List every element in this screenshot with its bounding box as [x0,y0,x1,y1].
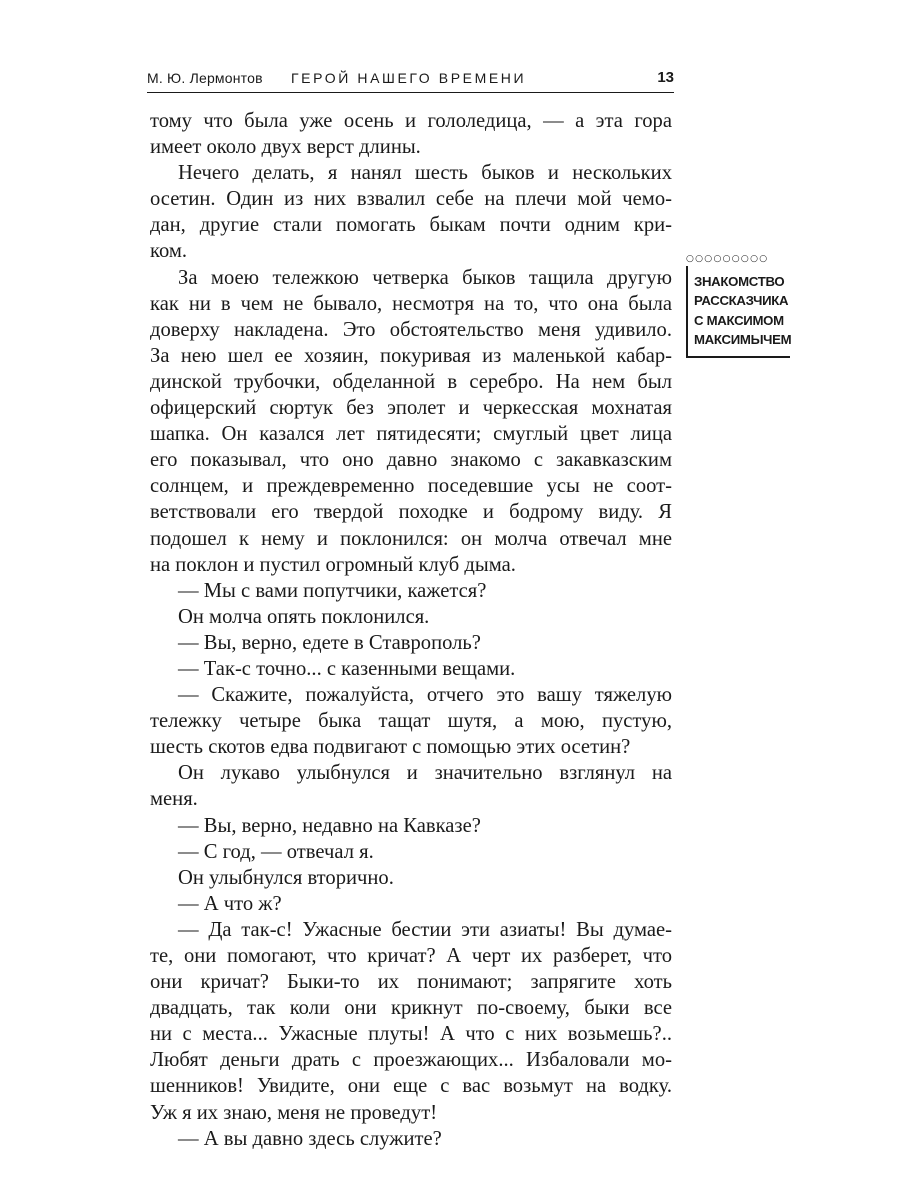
paragraph [150,160,672,264]
text-line: на поклон и пустил огромный клуб дыма. [150,553,516,576]
text-line: — А что ж? [178,892,282,915]
text-line: Уж я их знаю, меня не проведут! [150,1101,438,1124]
text-line: ком. [150,240,188,263]
text-line: За моею тележкою четверка быков тащила другую [178,266,672,289]
text-line: шапка. Он казался лет пятидесяти; смуглый цвет лица [150,423,672,446]
text-line: они кричат? Быки-то их понимают; запрягите хоть [150,971,672,994]
paragraph [150,682,672,760]
text-line: — Вы, верно, недавно на Кавказе? [178,814,481,837]
text-line: его показывал, что оно давно знакомо с закавказским [150,449,672,472]
paragraph [150,891,672,917]
text-line: — С год, — отвечал я. [178,840,374,863]
paragraph [150,604,672,630]
page-number: 13 [657,69,674,86]
paragraph [150,578,672,604]
text-line: подошел к нему и поклонился: он молча отвечал мне [150,527,672,550]
text-line: — Скажите, пожалуйста, отчего это вашу тяжелую [178,684,672,707]
paragraph [150,265,672,578]
text-line: Он молча опять поклонился. [178,605,430,628]
text-line: — Да так-с! Ужасные бестии эти азиаты! Вы думае- [178,918,672,941]
paragraph [150,108,672,160]
text-line: Он лукаво улыбнулся и значительно взглянул на [178,762,672,785]
paragraph [150,1126,672,1152]
margin-note-ornament: ○○○○○○○○○ [686,254,769,264]
paragraph [150,813,672,839]
margin-note-line: С МАКСИМОМ [694,312,784,328]
text-line: доверху накладена. Это обстоятельство меня удивило. [150,318,672,341]
body-text [150,108,672,1152]
paragraph [150,917,672,1126]
text-line: офицерский сюртук без эполет и черкесская мохнатая [150,397,672,420]
paragraph [150,656,672,682]
text-line: те, они помогают, что кричат? А черт их разберет, что [150,945,672,967]
margin-note-line: МАКСИМЫЧЕМ [694,332,792,348]
paragraph [150,865,672,891]
text-line: ни с места... Ужасные плуты! А что с них возьмешь?.. [150,1023,672,1046]
text-line: двадцать, так коли они крикнут по-своему, быки все [150,997,672,1020]
text-line: Он улыбнулся вторично. [178,866,394,889]
text-line: Нечего делать, я нанял шесть быков и нескольких [178,162,672,185]
text-line: — Так-с точно... с казенными вещами. [178,657,516,680]
running-head-author: М. Ю. Лермонтов [147,70,263,86]
text-line: солнцем, и преждевременно поседевшие усы не соот- [150,475,672,498]
text-line: — Вы, верно, едете в Ставрополь? [178,631,481,654]
paragraph [150,760,672,812]
text-line: осетин. Один из них взвалил себе на плечи мой чемо- [150,188,672,211]
text-line: меня. [150,788,198,811]
paragraph [150,839,672,865]
running-head-book-title: ГЕРОЙ НАШЕГО ВРЕМЕНИ [291,70,527,86]
paragraph [150,630,672,656]
margin-note-line: РАССКАЗЧИКА [694,293,789,309]
text-line: — Мы с вами попутчики, кажется? [178,579,487,602]
text-line: Любят деньги драть с проезжающих... Избаловали мо- [150,1049,672,1072]
text-line: как ни в чем не бывало, несмотря на то, что она была [150,292,672,315]
text-line: имеет около двух верст длины. [150,136,421,159]
margin-note-line: ЗНАКОМСТВО [694,274,785,289]
running-head [147,64,674,93]
text-line: тому что была уже осень и гололедица, — а эта гора [150,110,672,132]
text-line: шенников! Увидите, они еще с вас возьмут на водку. [150,1075,672,1098]
text-line: динской трубочки, обделанной в серебро. На нем был [150,370,672,393]
margin-note-box [686,266,790,358]
text-line: тележку четыре быка тащат шутя, а мою, пустую, [150,710,672,733]
text-line: — А вы давно здесь служите? [178,1127,442,1150]
text-line: За нею шел ее хозяин, покуривая из маленькой кабар- [150,344,672,367]
text-line: шесть скотов едва подвигают с помощью этих осетин? [150,736,631,759]
text-line: ветствовали его твердой походке и бодрому виду. Я [150,501,672,524]
text-line: дан, другие стали помогать быкам почти одним кри- [150,214,672,237]
